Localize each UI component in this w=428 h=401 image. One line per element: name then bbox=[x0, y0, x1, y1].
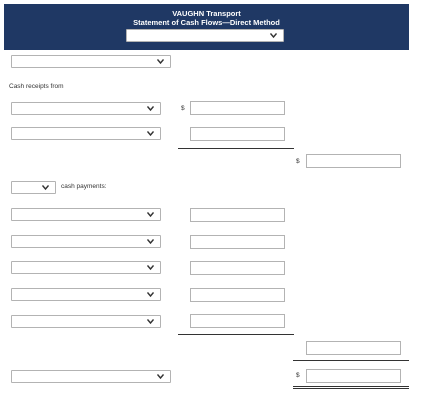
cash-receipts-label: Cash receipts from bbox=[9, 83, 64, 90]
double-underline-top bbox=[293, 386, 409, 387]
payment-amount-input-4[interactable] bbox=[190, 288, 285, 302]
payment-item-select-3[interactable] bbox=[11, 261, 161, 274]
period-select[interactable] bbox=[126, 29, 284, 42]
chevron-down-icon bbox=[147, 105, 154, 112]
company-name: VAUGHN Transport bbox=[172, 9, 241, 18]
net-cash-input[interactable] bbox=[306, 369, 401, 383]
payment-amount-input-2[interactable] bbox=[190, 235, 285, 249]
payment-item-select-4[interactable] bbox=[11, 288, 161, 301]
section-select[interactable] bbox=[11, 55, 171, 68]
receipt-item-select-1[interactable] bbox=[11, 102, 161, 115]
dollar-sign: $ bbox=[181, 105, 185, 112]
chevron-down-icon bbox=[157, 373, 164, 380]
chevron-down-icon bbox=[147, 318, 154, 325]
total-payments-input[interactable] bbox=[306, 341, 401, 355]
dollar-sign: $ bbox=[296, 372, 300, 379]
cash-payments-label: cash payments: bbox=[61, 183, 107, 190]
chevron-down-icon bbox=[147, 238, 154, 245]
payment-item-select-1[interactable] bbox=[11, 208, 161, 221]
chevron-down-icon bbox=[270, 32, 277, 39]
statement-header bbox=[4, 4, 409, 50]
payment-amount-input-5[interactable] bbox=[190, 314, 285, 328]
receipt-amount-input-1[interactable] bbox=[190, 101, 285, 115]
chevron-down-icon bbox=[147, 211, 154, 218]
receipts-subtotal-rule bbox=[178, 148, 294, 149]
chevron-down-icon bbox=[157, 58, 164, 65]
receipt-item-select-2[interactable] bbox=[11, 127, 161, 140]
payment-item-select-2[interactable] bbox=[11, 235, 161, 248]
chevron-down-icon bbox=[147, 130, 154, 137]
receipt-amount-input-2[interactable] bbox=[190, 127, 285, 141]
payments-subtotal-rule bbox=[178, 334, 294, 335]
net-total-rule bbox=[293, 360, 409, 361]
payment-amount-input-1[interactable] bbox=[190, 208, 285, 222]
payments-qualifier-select[interactable] bbox=[11, 181, 56, 194]
double-underline-bottom bbox=[293, 388, 409, 389]
dollar-sign: $ bbox=[296, 158, 300, 165]
statement-title: Statement of Cash Flows—Direct Method bbox=[133, 18, 280, 27]
net-cash-select[interactable] bbox=[11, 370, 171, 383]
chevron-down-icon bbox=[147, 264, 154, 271]
payment-item-select-5[interactable] bbox=[11, 315, 161, 328]
chevron-down-icon bbox=[42, 184, 49, 191]
chevron-down-icon bbox=[147, 291, 154, 298]
total-receipts-input[interactable] bbox=[306, 154, 401, 168]
payment-amount-input-3[interactable] bbox=[190, 261, 285, 275]
